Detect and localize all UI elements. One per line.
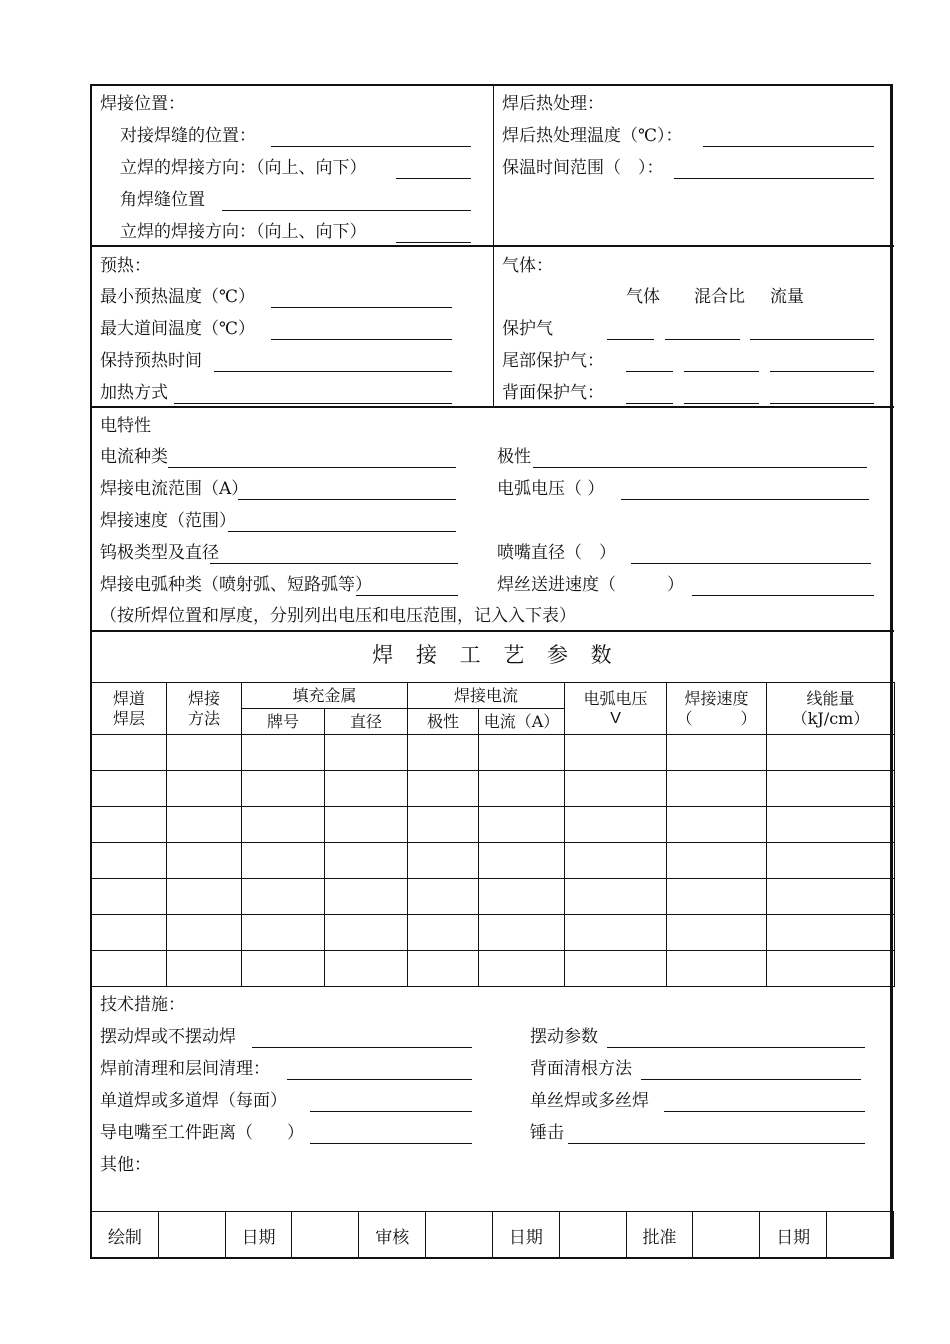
divider-section-3 [90,630,894,632]
header-heat-input: 线能量 （kJ/cm） [767,683,895,735]
heating-method-field[interactable] [174,403,452,404]
table-cell[interactable] [408,843,479,879]
fillet-position-field[interactable] [222,210,471,211]
backing-gas-label: 背面保护气： [502,383,604,403]
date-label-3: 日期 [760,1212,827,1260]
weaving-field[interactable] [252,1047,472,1048]
date-field-1[interactable] [292,1212,359,1260]
header-amps: 电流（A） [479,709,565,735]
table-cell[interactable] [92,771,167,807]
header-current: 焊接电流 [408,683,565,709]
weaving-label: 摆动焊或不摆动焊 [100,1027,236,1047]
table-cell[interactable] [167,771,242,807]
min-preheat-field[interactable] [271,307,452,308]
table-cell[interactable] [242,771,325,807]
params-table [91,682,895,987]
table-cell[interactable] [479,807,565,843]
header-polarity: 极性 [408,709,479,735]
polarity-field[interactable] [533,467,867,468]
arc-voltage-label: 电弧电压（ ） [497,479,605,499]
cleaning-field[interactable] [287,1079,472,1080]
table-cell[interactable] [242,915,325,951]
vertical-direction-field-1[interactable] [396,178,471,179]
divider-section-1 [90,245,894,247]
header-diameter: 直径 [325,709,408,735]
table-cell[interactable] [242,807,325,843]
current-range-field[interactable] [238,499,456,500]
table-cell[interactable] [92,951,167,987]
table-cell[interactable] [479,771,565,807]
table-cell[interactable] [325,771,408,807]
passes-label: 单道焊或多道焊（每面） [100,1091,287,1111]
nozzle-field[interactable] [631,563,871,564]
pwht-title: 焊后热处理： [502,94,604,114]
table-cell[interactable] [479,879,565,915]
signoff-table [91,1211,894,1259]
other-label: 其他： [100,1155,151,1175]
wire-feed-label: 焊丝送进速度（ ） [497,575,684,595]
table-cell[interactable] [479,915,565,951]
current-range-label: 焊接电流范围（A） [100,479,249,499]
table-cell[interactable] [479,843,565,879]
table-row [92,915,895,951]
groove-position-label: 对接焊缝的位置： [120,126,256,146]
table-cell[interactable] [408,771,479,807]
table-cell[interactable] [767,879,895,915]
heating-method-label: 加热方式 [100,383,168,403]
ctwd-label: 导电嘴至工件距离（ ） [100,1123,304,1143]
table-cell[interactable] [565,771,667,807]
vertical-direction-label-2: 立焊的焊接方向：（向上、向下） [120,222,367,242]
table-cell[interactable] [167,843,242,879]
shielding-gas-label: 保护气 [502,319,553,339]
header-speed: 焊接速度 （ ） [667,683,767,735]
passes-field[interactable] [310,1111,472,1112]
groove-position-field[interactable] [271,146,471,147]
table-cell[interactable] [408,807,479,843]
table-cell[interactable] [565,807,667,843]
shielding-mix-field[interactable] [665,339,740,340]
table-row [92,951,895,987]
shielding-gas-field[interactable] [607,339,654,340]
table-cell[interactable] [767,915,895,951]
trailing-flow-field[interactable] [770,371,874,372]
table-cell[interactable] [325,735,408,771]
table-cell[interactable] [767,951,895,987]
gas-column-mix: 混合比 [694,287,745,307]
form-frame [90,84,893,1259]
table-cell[interactable] [92,879,167,915]
table-cell[interactable] [325,843,408,879]
table-cell[interactable] [92,735,167,771]
table-cell[interactable] [565,915,667,951]
technique-title: 技术措施： [100,995,185,1015]
preheat-title: 预热： [100,256,151,276]
holding-time-field[interactable] [674,178,874,179]
table-cell[interactable] [667,951,767,987]
approve-label: 批准 [626,1212,693,1260]
arc-voltage-field[interactable] [621,499,869,500]
header-brand: 牌号 [242,709,325,735]
date-field-2[interactable] [559,1212,626,1260]
backing-gas-field[interactable] [626,403,673,404]
table-row [92,771,895,807]
pwht-temperature-label: 焊后热处理温度（℃）： [502,126,683,146]
table-cell[interactable] [325,807,408,843]
table-cell[interactable] [767,735,895,771]
maintain-preheat-label: 保持预热时间 [100,351,202,371]
params-title: 焊 接 工 艺 参 数 [372,643,612,667]
drawn-field[interactable] [158,1212,225,1260]
electrodes-field[interactable] [664,1111,865,1112]
table-cell[interactable] [167,735,242,771]
table-cell[interactable] [167,879,242,915]
table-cell[interactable] [408,915,479,951]
trailing-gas-field[interactable] [626,371,673,372]
back-gouging-field[interactable] [641,1079,861,1080]
table-cell[interactable] [92,843,167,879]
weave-params-label: 摆动参数 [530,1027,598,1047]
divider-section-2 [90,406,894,408]
current-type-label: 电流种类 [100,447,168,467]
electrodes-label: 单丝焊或多丝焊 [530,1091,649,1111]
table-cell[interactable] [479,735,565,771]
speed-range-field[interactable] [228,531,456,532]
table-row [92,879,895,915]
peening-field[interactable] [568,1143,865,1144]
table-cell[interactable] [565,879,667,915]
ctwd-field[interactable] [310,1143,472,1144]
table-cell[interactable] [167,807,242,843]
table-cell[interactable] [667,843,767,879]
electrical-title: 电特性 [100,416,151,436]
electrical-note: （按所焊位置和厚度，分别列出电压和电压范围，记入入下表） [100,606,576,626]
backing-flow-field[interactable] [770,403,874,404]
table-cell[interactable] [565,951,667,987]
cleaning-label: 焊前清理和层间清理： [100,1059,270,1079]
review-label: 审核 [359,1212,426,1260]
trailing-mix-field[interactable] [684,371,759,372]
holding-time-label: 保温时间范围（ ）： [502,158,664,178]
table-cell[interactable] [565,843,667,879]
table-cell[interactable] [408,879,479,915]
header-voltage: 电弧电压 V [565,683,667,735]
vertical-direction-field-2[interactable] [396,242,471,243]
table-cell[interactable] [325,879,408,915]
max-interpass-label: 最大道间温度（℃） [100,319,256,339]
trailing-gas-label: 尾部保护气： [502,351,604,371]
arc-mode-field[interactable] [356,595,458,596]
table-cell[interactable] [667,915,767,951]
gas-title: 气体： [502,256,553,276]
max-interpass-field[interactable] [271,339,452,340]
table-cell[interactable] [667,735,767,771]
nozzle-label: 喷嘴直径（ ） [497,543,616,563]
table-row [92,735,895,771]
table-cell[interactable] [167,915,242,951]
table-cell[interactable] [167,951,242,987]
backing-mix-field[interactable] [684,403,759,404]
table-row [92,807,895,843]
approve-field[interactable] [693,1212,760,1260]
date-label-2: 日期 [492,1212,559,1260]
gas-column-flow: 流量 [770,287,804,307]
tungsten-label: 钨极类型及直径 [100,543,219,563]
shielding-flow-field[interactable] [750,339,874,340]
table-cell[interactable] [92,915,167,951]
table-cell[interactable] [242,951,325,987]
vertical-direction-label-1: 立焊的焊接方向：（向上、向下） [120,158,367,178]
wire-feed-field[interactable] [692,595,874,596]
table-cell[interactable] [325,951,408,987]
date-field-3[interactable] [827,1212,894,1260]
table-cell[interactable] [408,951,479,987]
table-cell[interactable] [242,843,325,879]
table-cell[interactable] [242,735,325,771]
table-cell[interactable] [479,951,565,987]
tungsten-field[interactable] [210,563,458,564]
fillet-position-label: 角焊缝位置 [120,190,205,210]
table-cell[interactable] [325,915,408,951]
table-row [92,843,895,879]
table-cell[interactable] [767,843,895,879]
table-cell[interactable] [408,735,479,771]
table-cell[interactable] [767,807,895,843]
pwht-temperature-field[interactable] [703,146,874,147]
weave-params-field[interactable] [607,1047,865,1048]
min-preheat-label: 最小预热温度（℃） [100,287,256,307]
speed-range-label: 焊接速度（范围） [100,511,236,531]
header-pass: 焊道 焊层 [92,683,167,735]
table-cell[interactable] [667,879,767,915]
position-title: 焊接位置： [100,94,185,114]
table-cell[interactable] [667,771,767,807]
gas-column-gas: 气体 [626,287,660,307]
table-cell[interactable] [242,879,325,915]
drawn-label: 绘制 [92,1212,159,1260]
back-gouging-label: 背面清根方法 [530,1059,632,1079]
table-cell[interactable] [92,807,167,843]
polarity-label: 极性 [497,447,531,467]
header-filler: 填充金属 [242,683,408,709]
current-type-field[interactable] [168,467,456,468]
date-label-1: 日期 [225,1212,292,1260]
table-cell[interactable] [667,807,767,843]
table-cell[interactable] [565,735,667,771]
review-field[interactable] [426,1212,493,1260]
header-process: 焊接 方法 [167,683,242,735]
table-cell[interactable] [767,771,895,807]
arc-mode-label: 焊接电弧种类（喷射弧、短路弧等） [100,575,372,595]
maintain-preheat-field[interactable] [214,371,452,372]
peening-label: 锤击 [530,1123,564,1143]
